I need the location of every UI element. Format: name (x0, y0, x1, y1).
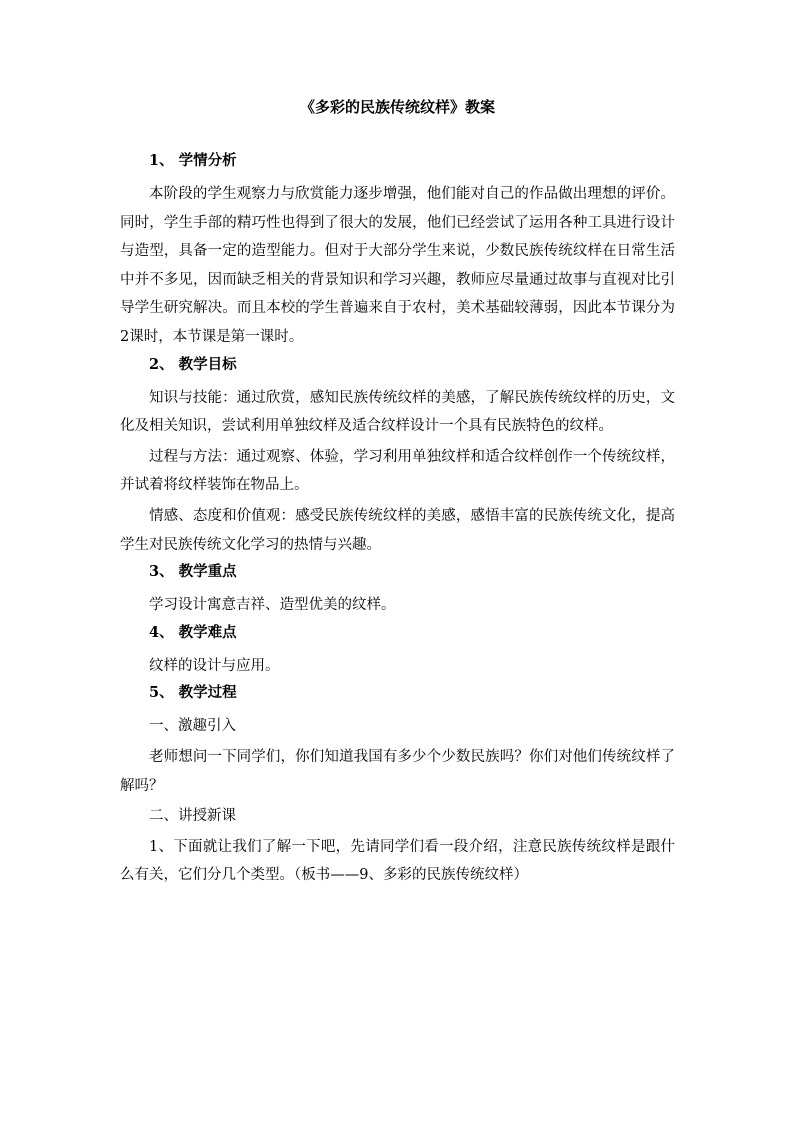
document-title: 《多彩的民族传统纹样》教案 (299, 98, 495, 116)
section-heading-3: 3、 教学重点 (149, 563, 237, 581)
section-heading-4: 4、 教学难点 (149, 623, 237, 641)
section-heading-5: 5、 教学过程 (149, 684, 237, 702)
section-heading-2: 2、 教学目标 (149, 355, 237, 373)
document-body (120, 96, 675, 892)
paragraph: 纹样的设计与应用。 (149, 657, 280, 674)
paragraph: 情感、态度和价值观：感受民族传统纹样的美感，感悟丰富的民族传统文化，提高学生对民族传统文化学习的热情与兴趣。 (120, 507, 675, 553)
paragraph: 二、讲授新课 (149, 808, 236, 825)
section-heading-1: 1、 学情分析 (149, 152, 237, 169)
paragraph: 1、下面就让我们了解一下吧，先请同学们看一段介绍，注意民族传统纹样是跟什么有关，它们分几个类型。（板书——9、多彩的民族传统纹样） (120, 838, 675, 884)
paragraph: 本阶段的学生观察力与欣赏能力逐步增强，他们能对自己的作品做出理想的评价。同时，学生手部的精巧性也得到了很大的发展，他们已经尝试了运用各种工具进行设计与造型，具备一定的造型能力。但对于大部分学生来说，少数民族传统纹样在日常生活中并不多见，因而缺乏相关的背景知识和学习兴趣，教师应尽量通过故事与直视对比引导学生研究解决。而且本校的学生普遍来自于农村，美术基础较薄弱，因此本节课分为2课时，本节课是第一课时。 (120, 186, 675, 345)
paragraph: 学习设计寓意吉祥、造型优美的纹样。 (149, 597, 396, 614)
paragraph: 知识与技能：通过欣赏，感知民族传统纹样的美感，了解民族传统纹样的历史，文化及相关知识，尝试利用单独纹样及适合纹样设计一个具有民族特色的纹样。 (120, 389, 675, 435)
paragraph: 老师想问一下同学们，你们知道我国有多少个少数民族吗？你们对他们传统纹样了解吗？ (120, 748, 675, 794)
paragraph: 过程与方法：通过观察、体验，学习利用单独纹样和适合纹样创作一个传统纹样，并试着将纹样装饰在物品上。 (120, 448, 675, 494)
paragraph: 一、激趣引入 (149, 718, 236, 735)
